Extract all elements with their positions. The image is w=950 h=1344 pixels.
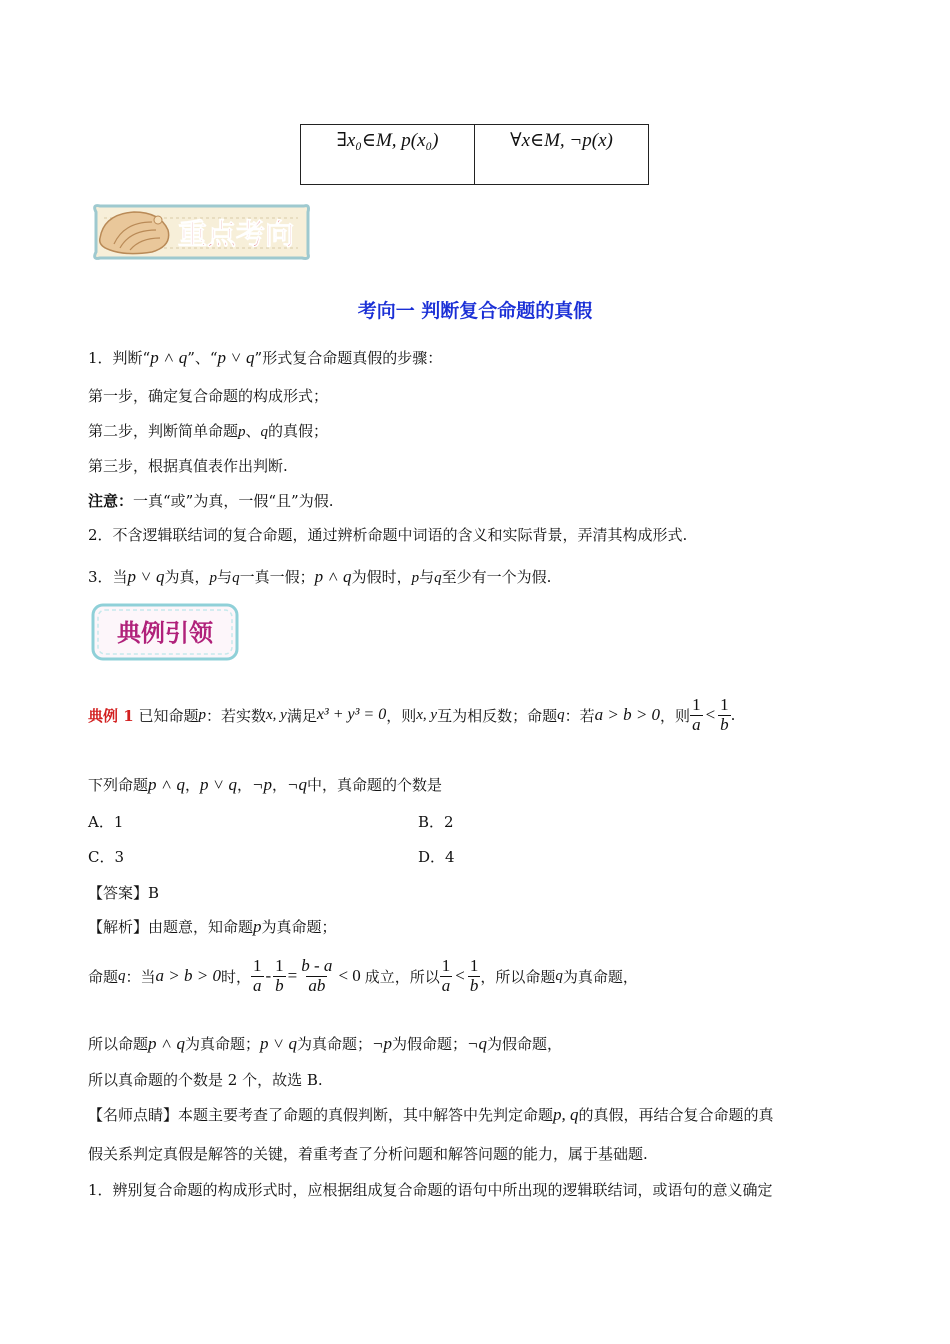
example-label: 典例 1 (88, 706, 134, 725)
fraction-1-over-b: $\frac{1}{b}$ (720, 694, 729, 734)
fraction-1-over-a: $\frac{1}{a}$ (692, 694, 701, 734)
section-title: 考向一 判断复合命题的真假 (357, 300, 593, 322)
analysis-line-3: 所以命题p ˄ q为真命题；p ˅ q为真命题；¬p为假命题；¬q为假命题， (88, 1034, 563, 1053)
typical-examples-banner (90, 602, 240, 662)
table-cell-universal-negation: ∀x∈M, ¬p(x) (474, 125, 648, 184)
step-2: 第二步，判断简单命题p、q的真假； (88, 422, 329, 440)
tip-line-3: 1．辨别复合命题的构成形式时，应根据组成复合命题的语句中所出现的逻辑联结词，或语句的意义确定 (88, 1181, 773, 1199)
choice-c: C．3 (88, 848, 125, 866)
example-1-question-line-2: 下列命题p ˄ q，p ˅ q，¬p，¬q中，真命题的个数是 (88, 775, 443, 794)
analysis-label: 【解析】 (88, 918, 149, 936)
note-line: 注意：一真“或”为真，一假“且”为假. (88, 492, 334, 510)
choice-b: B．2 (418, 813, 454, 831)
answer-label: 【答案】 (88, 884, 149, 902)
example-1-question: 典例 1 已知命题 p ：若实数 x, y 满足 x³ + y³ = 0 ，则 x, y 互为相反数；命题 q ：若 a > b > 0 ，则 $\frac{1}{a}$ < $\frac{1}{b}$ . (88, 694, 736, 734)
steps-line-3: 3．当p ˅ q为真，p与q一真一假；p ˄ q为假时，p与q至少有一个为假. (88, 567, 552, 586)
steps-line-2: 2．不含逻辑联结词的复合命题，通过辨析命题中词语的含义和实际背景，弄清其构成形式. (88, 526, 688, 544)
choice-a: A．1 (88, 813, 124, 831)
key-directions-text: 重点考向 (177, 217, 295, 251)
answer-line (88, 882, 159, 903)
answer-value: B (148, 884, 160, 902)
analysis-line-4: 所以真命题的个数是 2 个，故选 B. (88, 1071, 323, 1089)
tip-line-2: 假关系判定真假是解答的关键，着重考查了分析问题和解答问题的能力，属于基础题. (88, 1145, 648, 1163)
analysis-line-1: 【解析】由题意，知命题p为真命题； (88, 917, 337, 936)
tip-label: 【名师点睛】 (88, 1106, 179, 1124)
typical-examples-text: 典例引领 (117, 618, 213, 647)
choice-d: D．4 (418, 848, 455, 866)
fraction-b-minus-a-over-ab: $\frac{b - a}{ab}$ (301, 955, 333, 995)
table-cell-existential: ∃x₀∈M, p(x₀) (336, 130, 439, 151)
step-1: 第一步，确定复合命题的构成形式； (88, 387, 329, 405)
note-label: 注意： (88, 492, 134, 510)
tip-line-1: 【名师点睛】本题主要考查了命题的真假判断，其中解答中先判定命题p, q的真假，再结合复合命题的真 (88, 1105, 774, 1124)
step-3: 第三步，根据真值表作出判断. (88, 457, 288, 475)
analysis-line-2: 命题 q ：当 a > b > 0 时， $\frac{1}{a}$ - $\frac{1}{b}$ = $\frac{b - a}{ab}$ < 0 成立，所以 $\frac{1}{a}$ < $\frac{1}{b}$ ，所以命题 q 为真命题， (88, 955, 638, 995)
quantifier-table (300, 124, 649, 185)
key-directions-banner (90, 200, 312, 264)
steps-line-1: 1．判断“p ˄ q”、“p ˅ q”形式复合命题真假的步骤： (88, 348, 443, 367)
